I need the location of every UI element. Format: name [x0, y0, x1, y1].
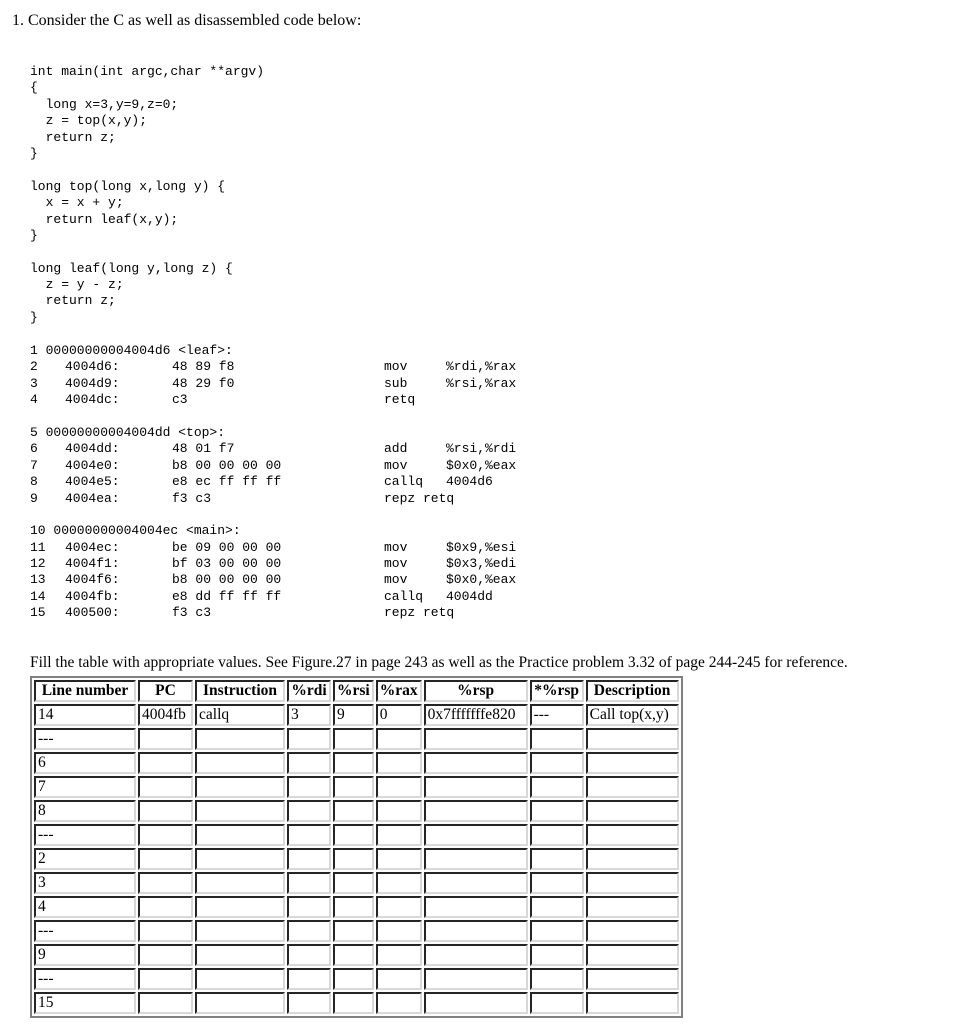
table-cell[interactable] — [424, 800, 528, 822]
asm-args: 4004d6 — [446, 474, 493, 490]
code-line: } — [30, 227, 38, 243]
trace-table — [30, 676, 683, 1018]
asm-bytes: 48 29 f0 — [172, 375, 235, 391]
table-cell[interactable] — [530, 848, 584, 870]
table-cell: 3 — [287, 704, 331, 726]
table-cell[interactable]: 8 — [34, 800, 136, 822]
table-cell[interactable] — [195, 752, 285, 774]
asm-num: 15 — [30, 605, 46, 621]
table-cell[interactable] — [376, 752, 422, 774]
code-line: } — [30, 145, 38, 161]
table-row — [34, 848, 679, 870]
asm-bytes: b8 00 00 00 00 — [172, 572, 282, 588]
table-cell[interactable] — [586, 752, 679, 774]
code-line: x = x + y; — [30, 195, 124, 211]
asm-op: mov — [384, 556, 408, 572]
table-cell[interactable] — [333, 752, 374, 774]
table-cell[interactable]: 15 — [34, 992, 136, 1014]
table-cell[interactable] — [287, 968, 331, 990]
asm-bytes: f3 c3 — [172, 605, 212, 621]
table-cell: 4004fb — [138, 704, 193, 726]
table-cell[interactable]: 6 — [34, 752, 136, 774]
asm-op: callq — [384, 474, 424, 490]
asm-num: 6 — [30, 441, 38, 457]
asm-bytes: f3 c3 — [172, 490, 212, 506]
table-cell[interactable] — [424, 728, 528, 750]
asm-addr: 4004d9: — [65, 375, 120, 391]
asm-addr: 4004e5: — [65, 474, 120, 490]
asm-addr: 4004f1: — [65, 556, 120, 572]
c-source-code — [30, 64, 264, 326]
table-cell[interactable] — [530, 800, 584, 822]
table-cell[interactable] — [333, 872, 374, 894]
table-cell[interactable] — [333, 728, 374, 750]
table-cell[interactable] — [287, 920, 331, 942]
code-line: return z; — [30, 293, 116, 309]
table-cell[interactable] — [424, 896, 528, 918]
table-cell[interactable] — [530, 992, 584, 1014]
table-cell[interactable] — [195, 968, 285, 990]
asm-op: repz retq — [384, 605, 455, 621]
code-line: long leaf(long y,long z) { — [30, 260, 233, 276]
table-cell[interactable]: 7 — [34, 776, 136, 798]
table-row — [34, 704, 679, 726]
column-header: Line number — [34, 680, 136, 702]
asm-num: 12 — [30, 556, 46, 572]
question-heading: 1. Consider the C as well as disassembled code below: — [12, 12, 362, 29]
code-line: long top(long x,long y) { — [30, 178, 226, 194]
table-cell[interactable] — [424, 752, 528, 774]
table-cell[interactable] — [424, 920, 528, 942]
table-cell: 14 — [34, 704, 136, 726]
table-cell[interactable] — [530, 944, 584, 966]
table-cell[interactable] — [287, 728, 331, 750]
table-cell[interactable] — [376, 992, 422, 1014]
code-line: int main(int argc,char **argv) — [30, 64, 265, 79]
table-cell[interactable] — [287, 776, 331, 798]
table-cell[interactable] — [138, 992, 193, 1014]
table-cell[interactable] — [138, 944, 193, 966]
asm-addr: 4004ec: — [65, 539, 120, 555]
table-row — [34, 824, 679, 846]
table-cell[interactable] — [424, 848, 528, 870]
table-cell[interactable] — [586, 944, 679, 966]
table-cell[interactable] — [195, 896, 285, 918]
table-cell[interactable] — [138, 968, 193, 990]
column-header: *%rsp — [530, 680, 584, 702]
asm-bytes: e8 dd ff ff ff — [172, 588, 282, 604]
table-cell[interactable] — [138, 872, 193, 894]
column-header: Description — [586, 680, 679, 702]
table-row — [34, 752, 679, 774]
table-cell[interactable] — [333, 896, 374, 918]
column-header: PC — [138, 680, 193, 702]
asm-op: mov — [384, 359, 408, 375]
table-row — [34, 920, 679, 942]
table-cell[interactable] — [333, 776, 374, 798]
asm-num: 14 — [30, 588, 46, 604]
table-cell[interactable] — [138, 824, 193, 846]
table-cell[interactable] — [333, 920, 374, 942]
table-cell[interactable] — [530, 752, 584, 774]
asm-addr: 4004d6: — [65, 359, 120, 375]
asm-num: 2 — [30, 359, 38, 375]
table-cell[interactable] — [333, 944, 374, 966]
table-cell[interactable] — [138, 752, 193, 774]
asm-op: mov — [384, 572, 408, 588]
asm-args: $0x0,%eax — [446, 572, 517, 588]
asm-bytes: c3 — [172, 392, 188, 408]
asm-op: sub — [384, 375, 408, 391]
table-cell[interactable] — [530, 872, 584, 894]
table-cell[interactable] — [376, 824, 422, 846]
asm-num: 7 — [30, 457, 38, 473]
table-cell[interactable] — [586, 896, 679, 918]
column-header: %rax — [376, 680, 422, 702]
asm-bytes: e8 ec ff ff ff — [172, 474, 282, 490]
table-cell[interactable]: --- — [34, 824, 136, 846]
table-row — [34, 872, 679, 894]
table-cell[interactable] — [586, 872, 679, 894]
table-cell[interactable] — [195, 848, 285, 870]
asm-op: mov — [384, 457, 408, 473]
table-cell[interactable] — [138, 800, 193, 822]
table-cell[interactable] — [424, 968, 528, 990]
table-row — [34, 968, 679, 990]
asm-args: %rsi,%rax — [446, 375, 517, 391]
table-cell[interactable] — [287, 896, 331, 918]
table-cell[interactable] — [586, 824, 679, 846]
table-cell[interactable] — [195, 824, 285, 846]
table-cell[interactable] — [530, 728, 584, 750]
table-cell: 0 — [376, 704, 422, 726]
table-row — [34, 728, 679, 750]
table-cell: 0x7fffffffe820 — [424, 704, 528, 726]
code-line: z = y - z; — [30, 277, 124, 293]
table-row — [34, 944, 679, 966]
table-cell[interactable] — [138, 920, 193, 942]
asm-op: retq — [384, 392, 416, 408]
asm-num: 3 — [30, 375, 38, 391]
asm-num: 13 — [30, 572, 46, 588]
table-cell[interactable] — [195, 800, 285, 822]
table-cell[interactable] — [586, 992, 679, 1014]
table-cell: --- — [530, 704, 584, 726]
table-cell[interactable] — [530, 920, 584, 942]
table-cell[interactable] — [376, 848, 422, 870]
asm-op: mov — [384, 539, 408, 555]
table-cell[interactable] — [138, 896, 193, 918]
table-cell[interactable] — [586, 968, 679, 990]
table-cell[interactable] — [376, 728, 422, 750]
asm-num: 4 — [30, 392, 38, 408]
table-cell[interactable] — [333, 800, 374, 822]
column-header: %rsp — [424, 680, 528, 702]
table-cell[interactable] — [195, 728, 285, 750]
table-cell[interactable] — [138, 776, 193, 798]
code-line: } — [30, 309, 38, 325]
table-cell[interactable] — [287, 992, 331, 1014]
asm-args: $0x9,%esi — [446, 539, 517, 555]
asm-args: %rdi,%rax — [446, 359, 517, 375]
table-row — [34, 776, 679, 798]
asm-args: $0x0,%eax — [446, 457, 517, 473]
table-cell[interactable] — [586, 920, 679, 942]
table-cell[interactable] — [333, 992, 374, 1014]
table-cell[interactable] — [138, 728, 193, 750]
table-row — [34, 992, 679, 1014]
asm-num: 11 — [30, 539, 46, 555]
table-cell[interactable] — [586, 776, 679, 798]
table-cell[interactable] — [530, 896, 584, 918]
asm-args: 4004dd — [446, 588, 493, 604]
code-line: { — [30, 80, 38, 96]
table-cell[interactable]: 2 — [34, 848, 136, 870]
table-cell[interactable] — [424, 872, 528, 894]
asm-bytes: 48 01 f7 — [172, 441, 235, 457]
table-cell[interactable] — [287, 872, 331, 894]
table-cell[interactable] — [376, 800, 422, 822]
table-cell[interactable] — [376, 968, 422, 990]
column-header: Instruction — [195, 680, 285, 702]
table-cell[interactable] — [376, 896, 422, 918]
asm-bytes: bf 03 00 00 00 — [172, 556, 282, 572]
table-cell: callq — [195, 704, 285, 726]
code-line: long x=3,y=9,z=0; — [30, 96, 179, 112]
table-cell[interactable]: 3 — [34, 872, 136, 894]
table-cell[interactable] — [333, 848, 374, 870]
table-cell[interactable] — [424, 824, 528, 846]
table-cell[interactable] — [287, 944, 331, 966]
table-cell[interactable] — [333, 824, 374, 846]
table-cell[interactable] — [530, 968, 584, 990]
table-cell[interactable]: --- — [34, 728, 136, 750]
table-cell[interactable]: 4 — [34, 896, 136, 918]
table-cell[interactable] — [586, 848, 679, 870]
table-cell[interactable] — [376, 776, 422, 798]
asm-op: callq — [384, 588, 424, 604]
asm-op: add — [384, 441, 408, 457]
table-cell[interactable] — [287, 848, 331, 870]
asm-args: %rsi,%rdi — [446, 441, 517, 457]
asm-num: 9 — [30, 490, 38, 506]
table-cell[interactable] — [376, 944, 422, 966]
table-row — [34, 800, 679, 822]
asm-bytes: b8 00 00 00 00 — [172, 457, 282, 473]
table-cell[interactable]: 9 — [34, 944, 136, 966]
code-line — [30, 162, 264, 178]
table-cell[interactable] — [195, 872, 285, 894]
table-cell[interactable] — [287, 752, 331, 774]
asm-op: repz retq — [384, 490, 455, 506]
table-cell[interactable] — [586, 800, 679, 822]
code-line: z = top(x,y); — [30, 113, 148, 129]
code-line: return leaf(x,y); — [30, 211, 179, 227]
asm-addr: 4004f6: — [65, 572, 120, 588]
table-cell[interactable] — [424, 776, 528, 798]
table-cell[interactable] — [287, 800, 331, 822]
code-line: return z; — [30, 129, 116, 145]
asm-args: $0x3,%edi — [446, 556, 517, 572]
asm-num: 8 — [30, 474, 38, 490]
asm-bytes: be 09 00 00 00 — [172, 539, 282, 555]
table-row — [34, 896, 679, 918]
code-line — [30, 244, 264, 260]
asm-addr: 4004ea: — [65, 490, 120, 506]
column-header: %rsi — [333, 680, 374, 702]
table-cell[interactable]: --- — [34, 968, 136, 990]
table-cell[interactable] — [195, 944, 285, 966]
asm-addr: 4004e0: — [65, 457, 120, 473]
asm-bytes: 48 89 f8 — [172, 359, 235, 375]
asm-addr: 4004fb: — [65, 588, 120, 604]
table-cell: 9 — [333, 704, 374, 726]
table-cell[interactable] — [138, 848, 193, 870]
asm-addr: 4004dc: — [65, 392, 120, 408]
table-cell[interactable] — [376, 920, 422, 942]
table-cell[interactable] — [586, 728, 679, 750]
asm-addr: 4004dd: — [65, 441, 120, 457]
table-cell: Call top(x,y) — [586, 704, 679, 726]
table-instructions: Fill the table with appropriate values. See Figure.27 in page 243 as well as the Practice problem 3.32 of page 244-245 for reference. — [30, 654, 848, 671]
table-cell[interactable] — [530, 776, 584, 798]
table-header-row — [34, 680, 679, 702]
table-cell[interactable]: --- — [34, 920, 136, 942]
table-cell[interactable] — [424, 992, 528, 1014]
table-cell[interactable] — [195, 992, 285, 1014]
table-cell[interactable] — [195, 920, 285, 942]
table-cell[interactable] — [333, 968, 374, 990]
asm-addr: 400500: — [65, 605, 120, 621]
table-cell[interactable] — [424, 944, 528, 966]
table-cell[interactable] — [376, 872, 422, 894]
table-cell[interactable] — [287, 824, 331, 846]
table-cell[interactable] — [530, 824, 584, 846]
column-header: %rdi — [287, 680, 331, 702]
table-cell[interactable] — [195, 776, 285, 798]
